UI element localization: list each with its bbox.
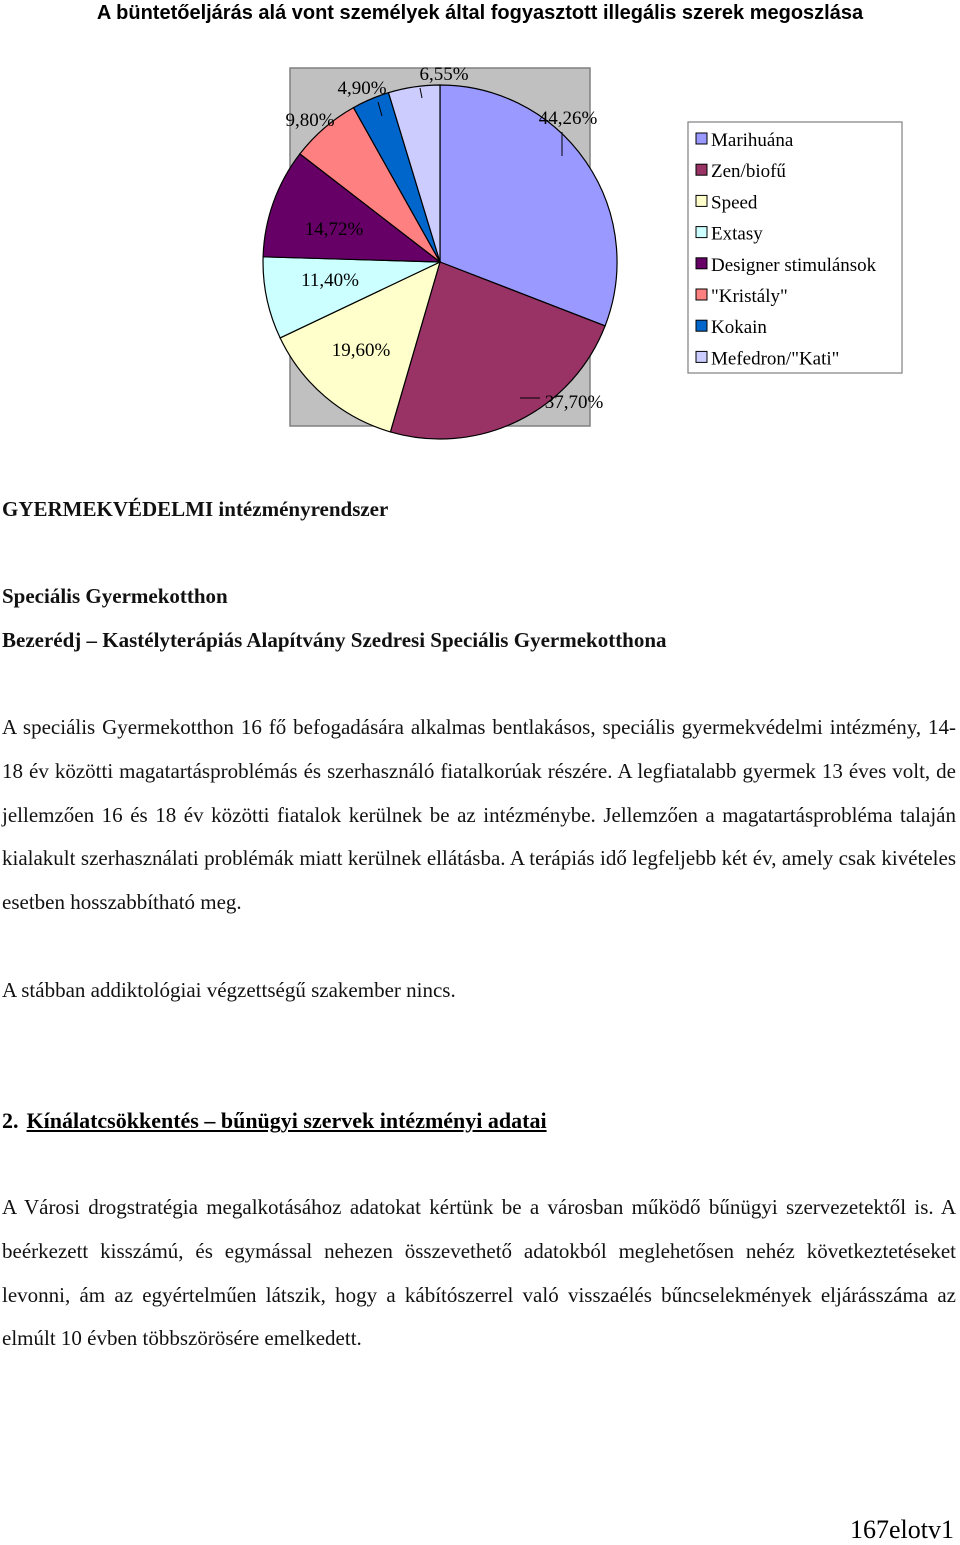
legend-label: Designer stimulánsok <box>711 254 877 276</box>
heading-child-protection: GYERMEKVÉDELMI intézményrendszer <box>2 497 389 521</box>
paragraph-crime-data: A Városi drogstratégia megalkotásához adatokat kértünk be a városban működő bűnügyi szervezetektől is. A beérkezett kisszámú, és egymással nehezen összevethető adatokból meglehetősen nehéz következtetéseket levonni, ám az egyértelműen látszik, hogy a kábítószerrel való visszaélés bűncselekmények eljárásszáma az elmúlt 10 évben többszörösére emelkedett. <box>2 1195 956 1351</box>
data-label: 14,72% <box>304 219 364 240</box>
pie-chart <box>0 0 960 440</box>
paragraph-institution: A speciális Gyermekotthon 16 fő befogadására alkalmas bentlakásos, speciális gyermekvédelmi intézmény, 14-18 év közötti magatartásproblémás és szerhasználó fiatalkorúak részére. A legfiatalabb gyermek 13 éves volt, de jellemzően 16 és 18 év közötti fiatalok kerülnek be az intézménybe. Jellemzően a magatartásprobléma talaján kialakult szerhasználati problémák miatt kerülnek ellátásba. A terápiás idő legfeljebb két év, amely csak kivételes esetben hosszabbítható meg. <box>2 715 956 915</box>
legend-swatch <box>696 227 707 238</box>
legend-label: Mefedron/"Kati" <box>711 348 840 370</box>
legend-label: Zen/biofű <box>711 161 786 183</box>
heading-special-home: Speciális Gyermekotthon <box>2 584 228 608</box>
data-label: 44,26% <box>538 108 598 129</box>
legend-label: Marihuána <box>711 130 794 151</box>
legend-label: "Kristály" <box>711 286 788 307</box>
legend-swatch <box>696 289 707 300</box>
legend-swatch <box>696 195 707 206</box>
section-title: Kínálatcsökkentés – bűnügyi szervek intézményi adatai <box>26 1108 547 1133</box>
section-number: 2. <box>2 1108 19 1133</box>
data-label: 6,55% <box>419 64 469 85</box>
data-label: 19,60% <box>331 340 391 361</box>
paragraph-staff: A stábban addiktológiai végzettségű szakember nincs. <box>2 978 456 1002</box>
legend-swatch <box>696 351 707 362</box>
heading-institution-name: Bezerédj – Kastélyterápiás Alapítvány Szedresi Speciális Gyermekotthona <box>2 628 667 652</box>
data-label: 4,90% <box>337 78 387 99</box>
data-label: 37,70% <box>544 392 604 413</box>
legend-swatch <box>696 258 707 269</box>
legend-label: Kokain <box>711 317 767 339</box>
chart-title: A büntetőeljárás alá vont személyek által fogyasztott illegális szerek megoszlása <box>96 2 864 24</box>
legend-label: Extasy <box>711 223 763 245</box>
page-number: 167elotv1 <box>850 1515 954 1544</box>
section-heading <box>2 1107 547 1135</box>
legend-swatch <box>696 133 707 144</box>
data-label: 9,80% <box>285 110 335 131</box>
legend-swatch <box>696 320 707 331</box>
legend-label: Speed <box>711 192 758 214</box>
data-label: 11,40% <box>301 270 359 291</box>
legend-swatch <box>696 164 707 175</box>
